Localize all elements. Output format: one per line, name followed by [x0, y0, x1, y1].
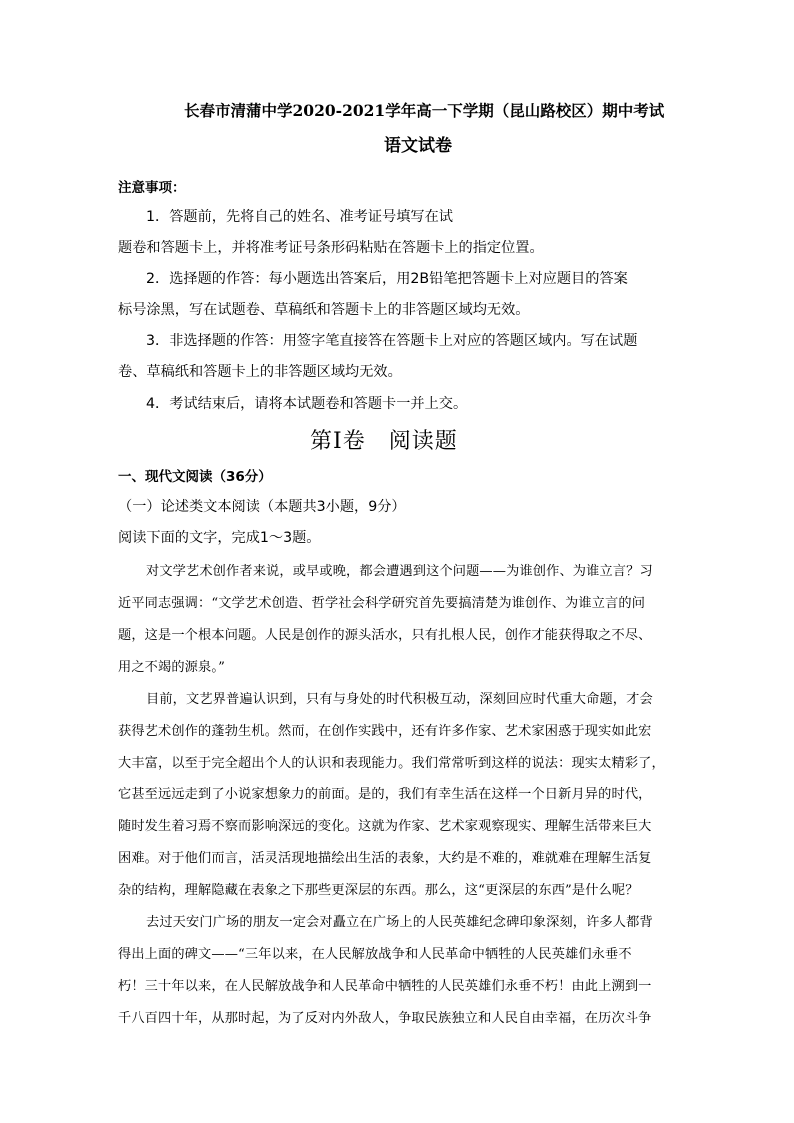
exam-subtitle: 语文试卷	[384, 136, 452, 156]
passage-line: 对文学艺术创作者来说，或早或晚，都会遭遇到这个问题——为谁创作、为谁立言？习	[146, 564, 653, 579]
passage-line: 用之不竭的源泉。”	[118, 660, 225, 675]
passage-line: 题，这是一个根本问题。人民是创作的源头活水，只有扎根人民，创作才能获得取之不尽、	[118, 628, 652, 643]
passage-line: 杂的结构，理解隐藏在表象之下那些更深层的东西。那么，这“更深层的东西”是什么呢？	[118, 883, 639, 898]
sub-heading: （一）论述类文本阅读（本题共3小题，9分）	[118, 499, 406, 515]
passage-line: 随时发生着习焉不察而影响深远的变化。这就为作家、艺术家观察现实、理解生活带来巨大	[118, 819, 652, 834]
passage-line: 困难。对于他们而言，活灵活现地描绘出生活的表象，大约是不难的，难就难在理解生活复	[118, 851, 652, 866]
passage-line: 近平同志强调：“文学艺术创造、哲学社会科学研究首先要搞清楚为谁创作、为谁立言的问	[118, 596, 646, 611]
passage-line: 它甚至远远走到了小说家想象力的前面。是的，我们有幸生活在这样一个日新月异的时代，	[118, 787, 652, 802]
notice-heading: 注意事项：	[118, 180, 186, 196]
instruction-text: 阅读下面的文字，完成1～3题。	[118, 530, 321, 546]
passage-line: 目前，文艺界普遍认识到，只有与身处的时代积极互动，深刻回应时代重大命题，才会	[146, 692, 653, 707]
notice-line: 题卷和答题卡上，并将准考证号条形码粘贴在答题卡上的指定位置。	[118, 240, 544, 256]
notice-line: 3．非选择题的作答：用签字笔直接答在答题卡上对应的答题区域内。写在试题	[146, 333, 638, 349]
notice-line: 2．选择题的作答：每小题选出答案后，用2B铅笔把答题卡上对应题目的答案	[146, 271, 628, 287]
passage-line: 得出上面的碑文——“三年以来，在人民解放战争和人民革命中牺牲的人民英雄们永垂不	[118, 947, 632, 962]
notice-line: 标号涂黑，写在试题卷、草稿纸和答题卡上的非答题区域均无效。	[118, 302, 530, 318]
section-title: 第Ⅰ卷 阅读题	[310, 429, 458, 454]
notice-line: 4．考试结束后，请将本试题卷和答题卡一并上交。	[146, 396, 468, 412]
notice-line: 卷、草稿纸和答题卡上的非答题区域均无效。	[118, 364, 402, 380]
passage-line: 朽！三十年以来，在人民解放战争和人民革命中牺牲的人民英雄们永垂不朽！由此上溯到一	[118, 979, 652, 994]
notice-line: 1．答题前，先将自己的姓名、准考证号填写在试	[146, 209, 453, 225]
exam-title: 长春市清蒲中学2020-2021学年高一下学期（昆山路校区）期中考试	[184, 101, 665, 120]
passage-line: 获得艺术创作的蓬勃生机。然而，在创作实践中，还有许多作家、艺术家困惑于现实如此宏	[118, 724, 652, 739]
part-heading: 一、现代文阅读（36分）	[118, 469, 272, 485]
passage-line: 去过天安门广场的朋友一定会对矗立在广场上的人民英雄纪念碑印象深刻，许多人都背	[146, 915, 653, 930]
passage-line: 大丰富，以至于完全超出个人的认识和表现能力。我们常常听到这样的说法：现实太精彩了，	[118, 756, 665, 771]
passage-line: 千八百四十年，从那时起，为了反对内外敌人，争取民族独立和人民自由幸福，在历次斗争	[118, 1011, 652, 1026]
